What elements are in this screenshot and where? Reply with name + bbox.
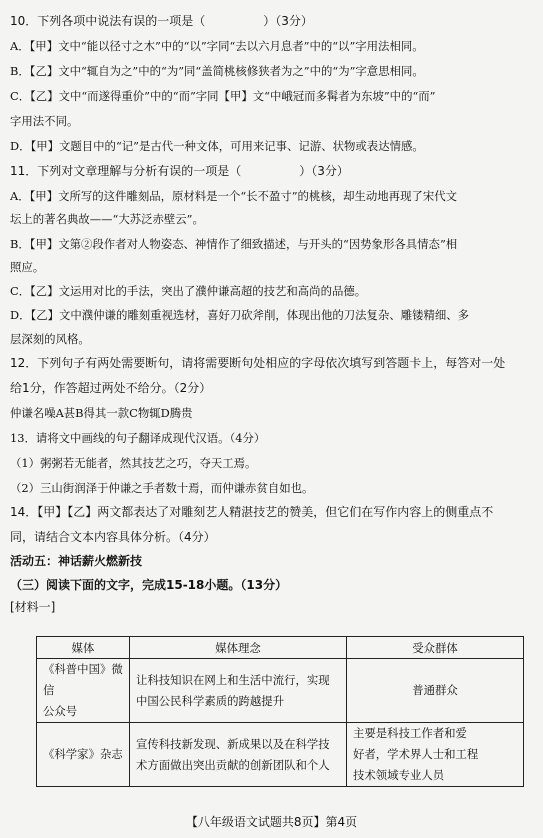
cell-idea: 让科技知识在网上和生活中流行，实现 中国公民科学素质的跨越提升 bbox=[130, 659, 347, 723]
section-heading: （三）阅读下面的文字，完成15-18小题。（13分） bbox=[10, 578, 288, 592]
table-row bbox=[37, 723, 524, 787]
question-12-stem: 12．下列句子有两处需要断句，请将需要断句处相应的字母依次填写到答题卡上，每答对一处 bbox=[10, 356, 506, 370]
question-10-stem: 10．下列各项中说法有误的一项是（ ）（3分） bbox=[10, 14, 313, 28]
q10-option-b: B．【乙】文中“辄自为之”中的“为”同“盖简桃核修狭者为之”中的“为”字意思相同。 bbox=[10, 64, 424, 78]
q10-option-a: A．【甲】文中“能以径寸之木”中的“以”字同“去以六月息者”中的“以”字用法相同。 bbox=[10, 39, 424, 53]
header-audience: 受众群体 bbox=[347, 637, 524, 659]
media-table bbox=[36, 636, 524, 787]
q10-option-c: C．【乙】文中“而遂得重价”中的“而”字同【甲】文“中峨冠而多髯者为东坡”中的“而” bbox=[10, 89, 436, 103]
q10-option-c-cont: 字用法不同。 bbox=[10, 114, 79, 128]
cell-audience: 主要是科技工作者和爱 好者，学术界人士和工程 技术领域专业人员 bbox=[347, 723, 524, 787]
q11-option-c: C．【乙】文运用对比的手法，突出了濮仲谦高超的技艺和高尚的品德。 bbox=[10, 284, 367, 298]
q11-option-d: D．【乙】文中濮仲谦的雕刻重视选材，喜好刀砍斧削，体现出他的刀法复杂、雕镂精细、多 bbox=[10, 308, 470, 322]
cell-media: 《科学家》杂志 bbox=[37, 723, 130, 787]
question-13-item-2: （2）三山街润泽于仲谦之手者数十焉，而仲谦赤贫自如也。 bbox=[10, 481, 314, 495]
question-14-stem: 14．【甲】【乙】两文都表达了对雕刻艺人精湛技艺的赞美，但它们在写作内容上的侧重点不 bbox=[10, 505, 494, 519]
header-idea: 媒体理念 bbox=[130, 637, 347, 659]
activity-heading: 活动五：神话薪火燃新技 bbox=[10, 554, 143, 568]
question-12-stem-cont: 给1分，作答超过两处不给分。（2分） bbox=[10, 381, 212, 395]
question-13-item-1: （1）粥粥若无能者，然其技艺之巧，夺天工焉。 bbox=[10, 456, 257, 470]
question-13-stem: 13．请将文中画线的句子翻译成现代汉语。（4分） bbox=[10, 431, 266, 445]
table-row bbox=[37, 659, 524, 723]
q10-option-d: D．【甲】文题目中的“记”是古代一种文体，可用来记事、记游、状物或表达情感。 bbox=[10, 139, 424, 153]
question-11-stem: 11．下列对文章理解与分析有误的一项是（ ）（3分） bbox=[10, 164, 349, 178]
question-14-stem-cont: 同，请结合文本内容具体分析。（4分） bbox=[10, 530, 216, 544]
question-12-sentence: 仲谦名噪A甚B得其一款C物辄D腾贵 bbox=[10, 406, 193, 420]
header-media: 媒体 bbox=[37, 637, 130, 659]
q11-option-a: A．【甲】文所写的这件雕刻品，原材料是一个“长不盈寸”的桃核，却生动地再现了宋代文 bbox=[10, 189, 458, 203]
cell-idea: 宣传科技新发现、新成果以及在科学技 术方面做出突出贡献的创新团队和个人 bbox=[130, 723, 347, 787]
q11-option-b-cont: 照应。 bbox=[10, 260, 45, 274]
material-label: [材料一] bbox=[10, 600, 56, 614]
page-footer: 【八年级语文试题共8页】第4页 bbox=[185, 815, 358, 829]
cell-audience: 普通群众 bbox=[347, 659, 524, 723]
q11-option-d-cont: 层深刻的风格。 bbox=[10, 332, 90, 346]
table-header-row bbox=[37, 637, 524, 659]
q11-option-b: B．【甲】文第②段作者对人物姿态、神情作了细致描述，与开头的“因势象形各具情态”相 bbox=[10, 237, 458, 251]
q11-option-a-cont: 坛上的著名典故——“大苏泛赤壁云”。 bbox=[10, 212, 204, 226]
cell-media: 《科普中国》微信 公众号 bbox=[37, 659, 130, 723]
